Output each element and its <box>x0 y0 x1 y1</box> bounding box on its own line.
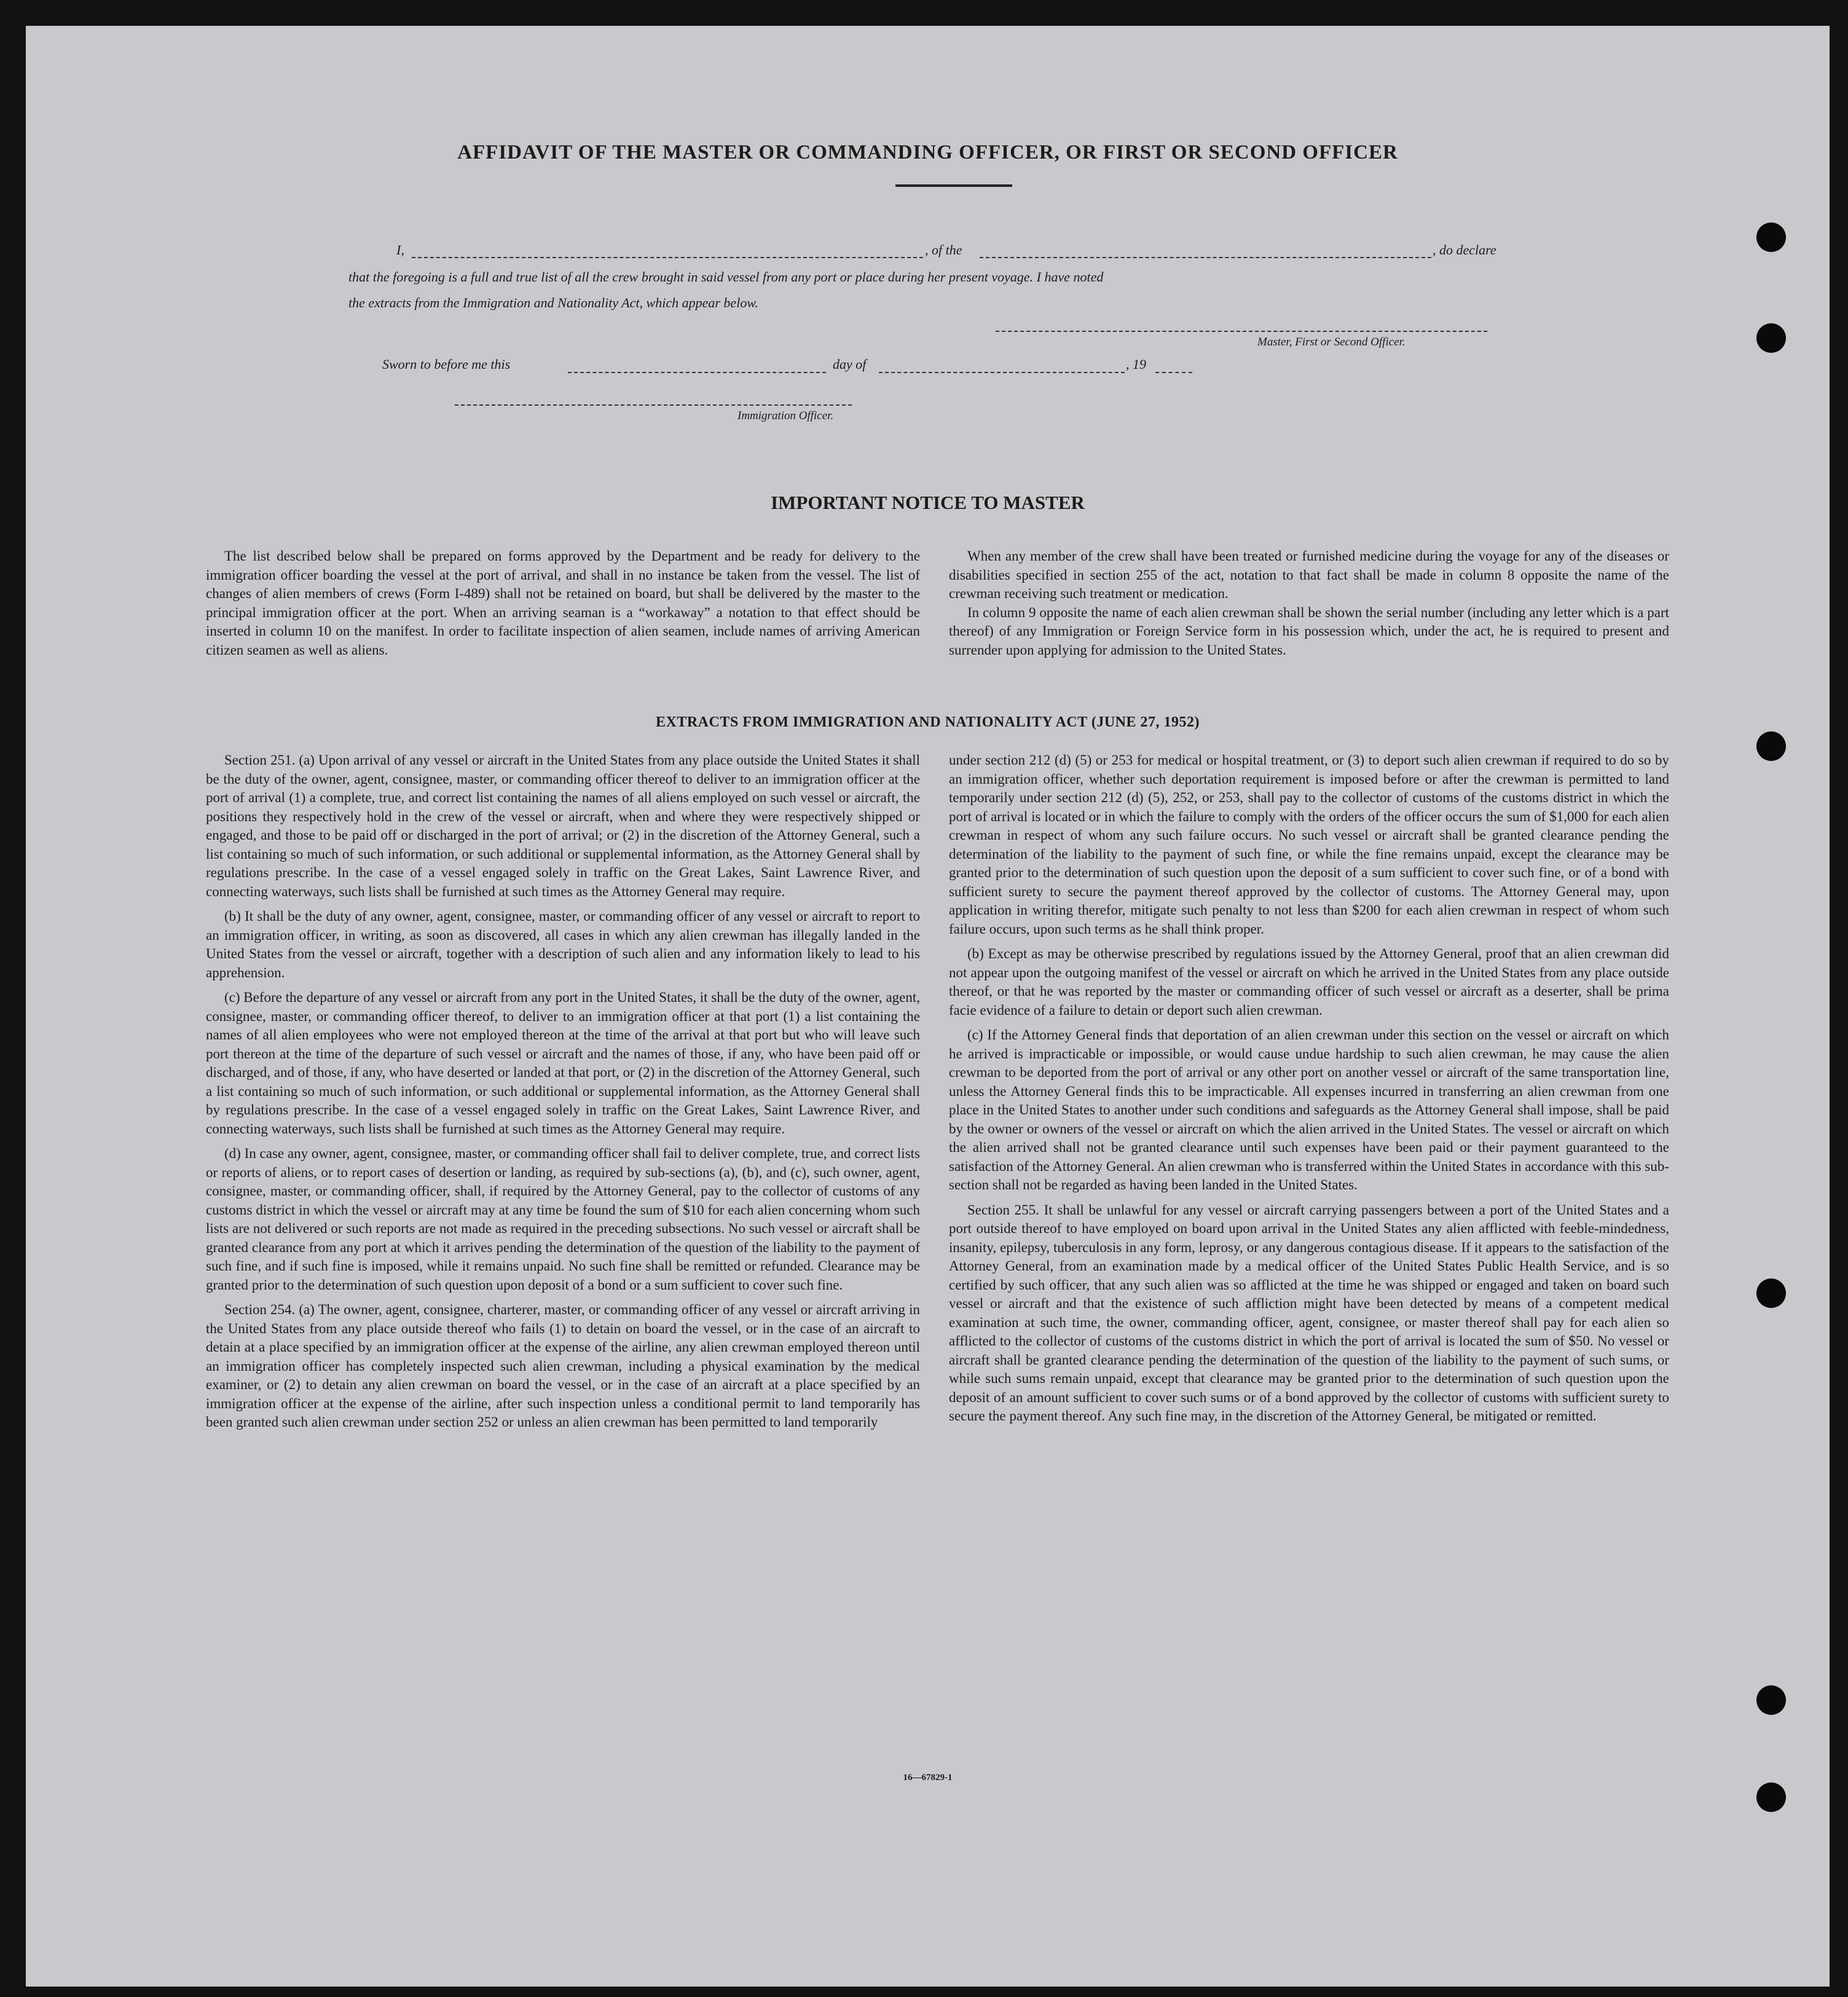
notice-paragraph: The list described below shall be prepared on forms approved by the Department and be ready for delivery to the immigration officer boarding the vessel at the port of arrival, and shall in no instance be taken from the vessel. The list of changes of alien members of crews (Form I-489) shall not be retained on board, but shall be delivered by the master to the principal immigration officer at the port. When an arriving seaman is a “workaway” a notation to that effect should be inserted in column 10 on the manifest. In order to facilitate inspection of alien seamen, include names of arriving American citizen seamen as well as aliens. <box>206 548 920 658</box>
act-paragraph: (c) Before the departure of any vessel or aircraft from any port in the United States, it shall be the duty of the owner, agent, consignee, master, or commanding officer thereof, to deliver to an immigration officer at that port (1) a list containing the names of all alien employees who were not employed thereon at the time of the arrival at that port but who will leave such port thereon at the time of the departure of such vessel or aircraft and the names of those, if any, who have been paid off or discharged, and of those, if any, who have deserted or landed at that port, or (2) in the discretion of the Attorney General, such a list containing so much of such information, or such additional or supplemental information, as the Attorney General shall by regulations prescribe. In the case of a vessel engaged solely in traffic on the Great Lakes, Saint Lawrence River, and connecting waterways, such lists shall be furnished at such times as the Attorney General may require. <box>206 990 920 1136</box>
master-signature-field[interactable] <box>996 331 1487 332</box>
punch-hole <box>1756 731 1786 761</box>
form-number: 16—67829-1 <box>903 1773 953 1782</box>
act-paragraph: (b) It shall be the duty of any owner, agent, consignee, master, or commanding officer of any vessel or aircraft to report to an immigration officer, in writing, as soon as discovered, all cases in which any alien crewman has illegally landed in the United States from the vessel or aircraft, together with a description of such alien and any information likely to lead to his apprehension. <box>206 908 920 980</box>
act-paragraph: (d) In case any owner, agent, consignee, master, or commanding officer shall fail to deliver complete, true, and correct lists or reports of aliens, or to report cases of desertion or landing, as required by sub-sections (a), (b), and (c), such owner, agent, consignee, master, or commanding officer, shall, if required by the Attorney General, pay to the collector of customs of any customs district in which the vessel or aircraft may at any time be found the sum of $10 for each alien concerning whom such lists are not delivered or such reports are not made as required in the preceding subsections. No such vessel or aircraft shall be granted clearance from any port at which it arrives pending the determination of the question of the liability to the payment of such fine, and if such fine is imposed, while it remains unpaid. No such fine shall be remitted or refunded. Clearance may be granted prior to the determination of such question upon deposit of a bond or a sum sufficient to cover such fine. <box>206 1146 920 1293</box>
sworn-label: Sworn to before me this <box>382 356 511 372</box>
act-paragraph: Section 255. It shall be unlawful for any vessel or aircraft carrying passengers between a port of the United States and a port outside thereof to have employed on board upon arrival in the United States any alien afflicted with feeble-mindedness, insanity, epilepsy, tuberculosis in any form, leprosy, or any dangerous contagious disease. If it appears to the satisfaction of the Attorney General, from an examination made by a medical officer of the United States Public Health Service, and is so certified by such officer, that any such alien was so afflicted at the time he was shipped or engaged and taken on board such vessel or aircraft and that the existence of such affliction might have been detected by means of a competent medical examination at such time, the owner, commanding officer, agent, consignee, or master thereof shall pay for each alien so afflicted to the collector of customs of the customs district in which the port of arrival is located the sum of $50. No vessel or aircraft shall be granted clearance pending the determination of the question of the liability to the payment of such sums, or while such sums remain unpaid, except that clearance may be granted prior to the determination of such question upon the deposit of an amount sufficient to cover such sums or of a bond approved by the collector of customs with sufficient surety to secure the payment thereof. Any such fine may, in the discretion of the Attorney General, be mitigated or remitted. <box>949 1202 1669 1424</box>
title-underline <box>895 184 1012 187</box>
declare-label: , do declare <box>1433 242 1496 258</box>
sworn-month-field[interactable] <box>879 372 1125 373</box>
year-label: , 19 <box>1126 356 1146 372</box>
notice-title: IMPORTANT NOTICE TO MASTER <box>771 492 1085 513</box>
punch-hole <box>1756 323 1786 353</box>
extracts-right-column <box>949 751 1669 1432</box>
notice-paragraph: In column 9 opposite the name of each alien crewman shall be shown the serial number (including any letter which is a part thereof) of any Immigration or Foreign Service form in his possession which, under the act, he is required to present and surrender upon applying for admission to the United States. <box>949 604 1669 658</box>
declaration-line-3: the extracts from the Immigration and Nationality Act, which appear below. <box>348 295 758 310</box>
sworn-year-field[interactable] <box>1155 372 1192 373</box>
declaration-line-2: that the foregoing is a full and true list of all the crew brought in said vessel from any port or place during her present voyage. I have noted <box>348 269 1104 285</box>
i-label: I, <box>396 242 404 258</box>
day-of-label: day of <box>833 356 867 372</box>
punch-hole <box>1756 223 1786 252</box>
officer-signature-label: Immigration Officer. <box>737 409 834 422</box>
act-paragraph: Section 251. (a) Upon arrival of any vessel or aircraft in the United States from any place outside the United States it shall be the duty of the owner, agent, consignee, master, or commanding officer thereof to deliver to an immigration officer at the port of arrival (1) a complete, true, and correct list containing the names of all aliens employed on such vessel or aircraft, the positions they respectively hold in the crew of the vessel or aircraft, when and where they were respectively shipped or engaged, and those to be paid off or discharged in the port of arrival; or (2) in the discretion of the Attorney General, such a list containing so much of such information, or such additional or supplemental information, as the Attorney General shall by regulations prescribe. In the case of a vessel engaged solely in traffic on the Great Lakes, Saint Lawrence River, and connecting waterways, such lists shall be furnished at such times as the Attorney General may require. <box>206 752 920 899</box>
officer-signature-field[interactable] <box>455 404 852 406</box>
affidavit-title: AFFIDAVIT OF THE MASTER OR COMMANDING OFFICER, OR FIRST OR SECOND OFFICER <box>457 141 1398 163</box>
of-the-label: , of the <box>925 242 962 258</box>
extracts-title: EXTRACTS FROM IMMIGRATION AND NATIONALITY ACT (JUNE 27, 1952) <box>656 714 1200 730</box>
form-page <box>26 26 1830 1987</box>
punch-hole <box>1756 1685 1786 1715</box>
act-paragraph: (b) Except as may be otherwise prescribed by regulations issued by the Attorney General, proof that an alien crewman did not appear upon the outgoing manifest of the vessel or aircraft on which he arrived in the United States from any place outside thereof, or that he was reported by the master or commanding officer of such vessel or aircraft as a deserter, shall be prima facie evidence of a failure to detain or deport such alien crewman. <box>949 946 1669 1018</box>
notice-right-column <box>949 547 1669 666</box>
notice-paragraph: When any member of the crew shall have been treated or furnished medicine during the voyage for any of the diseases or disabilities specified in section 255 of the act, notation to that fact shall be made in column 8 opposite the name of the crewman receiving such treatment or medication. <box>949 548 1669 601</box>
act-paragraph: under section 212 (d) (5) or 253 for medical or hospital treatment, or (3) to deport such alien crewman if required to do so by an immigration officer, whether such deportation requirement is imposed before or after the crewman is permitted to land temporarily under section 212 (d) (5), 252, or 253, shall pay to the collector of customs of the customs district in which the port of arrival is located or in which the failure to comply with the orders of the officer occurs the sum of $1,000 for each alien crewman in respect of whom any such failure occurs. No such vessel or aircraft shall be granted clearance pending the determination of the liability to the payment of such fine, or while the fine remains unpaid, except the clearance may be granted prior to the determination of such question upon the deposit of a sum sufficient to cover such fine, or of a bond with sufficient surety to secure the payment thereof approved by the collector of customs. The Attorney General may, upon application in writing therefor, mitigate such penalty to not less than $200 for each alien crewman in respect of whom such failure occurs, upon such terms as he shall think proper. <box>949 752 1669 937</box>
punch-hole <box>1756 1278 1786 1308</box>
vessel-field[interactable] <box>980 257 1431 258</box>
sworn-day-field[interactable] <box>568 372 826 373</box>
punch-hole <box>1756 1782 1786 1812</box>
act-paragraph: Section 254. (a) The owner, agent, consignee, charterer, master, or commanding officer of any vessel or aircraft arriving in the United States from any place outside thereof who fails (1) to detain on board the vessel, or in the case of an aircraft to detain at a place specified by an immigration officer at the expense of the airline, any alien crewman employed thereon until an immigration officer has completely inspected such alien crewman, including a physical examination by the medical examiner, or (2) to detain any alien crewman on board the vessel, or in the case of an aircraft at a place specified by an immigration officer at the expense of the airline, after such inspection unless a conditional permit to land temporarily has been granted such alien crewman under section 252 or unless an alien crewman has been permitted to land temporarily <box>206 1302 920 1430</box>
master-signature-label: Master, First or Second Officer. <box>1257 336 1406 349</box>
name-field[interactable] <box>412 257 923 258</box>
act-paragraph: (c) If the Attorney General finds that deportation of an alien crewman under this section on the vessel or aircraft on which he arrived is impracticable or impossible, or would cause undue hardship to such alien crewman, he may cause the alien crewman to be deported from the port of arrival or any other port on another vessel or aircraft of the same transportation line, unless the Attorney General finds this to be impracticable. All expenses incurred in transferring an alien crewman from one place in the United States to another under such conditions and safeguards as the Attorney General shall impose, shall be paid by the owner or owners of the vessel or aircraft on which the alien arrived in the United States. The vessel or aircraft on which the alien arrived shall not be granted clearance until such expenses have been paid or their payment guaranteed to the satisfaction of the Attorney General. An alien crewman who is transferred within the United States in accordance with this sub-section shall not be regarded as having been landed in the United States. <box>949 1027 1669 1192</box>
notice-left-column <box>206 547 920 666</box>
extracts-left-column <box>206 751 920 1438</box>
